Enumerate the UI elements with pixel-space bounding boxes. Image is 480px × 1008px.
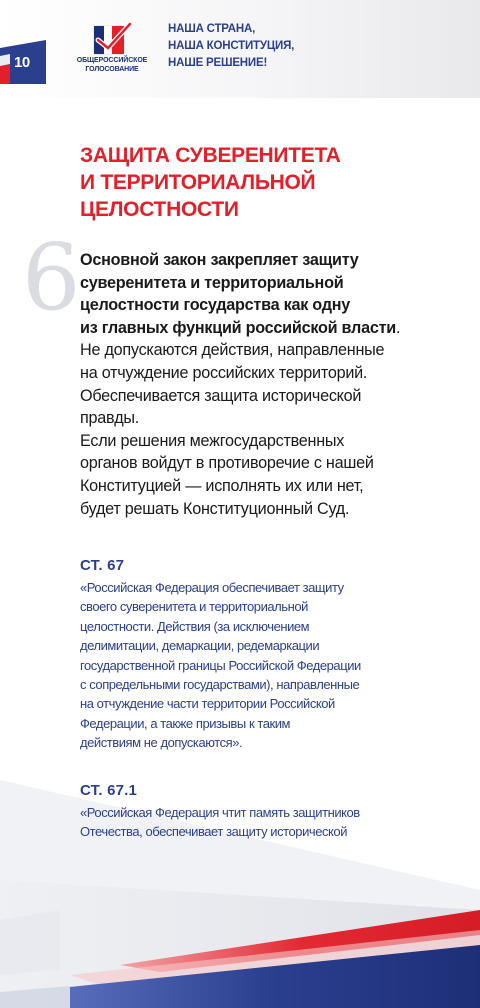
article-line: на отчуждение части территории Российской	[80, 696, 335, 712]
ballot-check-icon	[88, 20, 136, 56]
body-line: органов войдут в противоречие с нашей	[80, 454, 374, 473]
article-heading: СТ. 67.1	[80, 782, 138, 799]
body-line: на отчуждение российских территорий.	[80, 363, 368, 382]
logo-line: ГОЛОСОВАНИЕ	[85, 66, 139, 73]
title-line: И ТЕРРИТОРИАЛЬНОЙ	[80, 171, 316, 194]
lead-line: целостности государства как одну	[80, 296, 351, 315]
lead-end: .	[395, 318, 401, 337]
article-line: с сопредельными государствами), направленные	[80, 677, 360, 693]
title-line: ЦЕЛОСТНОСТИ	[80, 198, 239, 221]
article-line: «Российская Федерация чтит память защитников	[80, 805, 360, 820]
section-number: 6	[22, 224, 81, 331]
body-line: Не допускаются действия, направленные	[80, 341, 385, 360]
slogan-line: НАША КОНСТИТУЦИЯ,	[168, 40, 295, 52]
article-line: делимитации, демаркации, редемаркации	[80, 638, 320, 654]
lead-line: Основной закон закрепляет защиту	[80, 251, 359, 269]
body-line: Обеспечивается защита исторической	[80, 386, 362, 405]
article-heading: СТ. 67	[80, 557, 125, 574]
article-line: Отечества, обеспечивает защиту исторической	[80, 824, 348, 840]
slogan-line: НАША СТРАНА,	[168, 23, 256, 35]
logo-text	[76, 56, 148, 74]
article-line: «Российская Федерация обеспечивает защиту	[80, 580, 344, 595]
lead-line-last	[80, 317, 440, 340]
lead-line: из главных функций российской власти	[80, 318, 396, 337]
section-title	[80, 142, 440, 223]
logo-line: ОБЩЕРОССИЙСКОЕ	[76, 57, 148, 64]
body-line: будет решать Конституционный Суд.	[80, 499, 350, 518]
article-text	[80, 578, 410, 753]
article-line: Федерации, а также призывы к таким	[80, 715, 291, 731]
page-number: 10	[14, 54, 30, 71]
article-line: государственной границы Российской Федерации	[80, 657, 361, 673]
article-line: действиям не допускаются».	[80, 735, 243, 751]
article-line: своего суверенитета и территориальной	[80, 599, 308, 615]
slogan-line: НАШЕ РЕШЕНИЕ!	[168, 57, 268, 69]
body-line: Если решения межгосударственных	[80, 431, 345, 450]
article-line: целостности. Действия (за исключением	[80, 618, 310, 634]
title-line: ЗАЩИТА СУВЕРЕНИТЕТА	[80, 144, 341, 167]
article-text	[80, 803, 410, 842]
tricolor-wave-decoration	[0, 760, 480, 1008]
slogan	[168, 21, 294, 72]
lead-line: суверенитета и территориальной	[80, 273, 344, 292]
body-line: Конституцией — исполнять их или нет,	[80, 476, 364, 495]
voting-logo	[76, 20, 148, 76]
header	[0, 0, 480, 98]
body-line: правды.	[80, 409, 140, 428]
section-body	[80, 249, 440, 520]
